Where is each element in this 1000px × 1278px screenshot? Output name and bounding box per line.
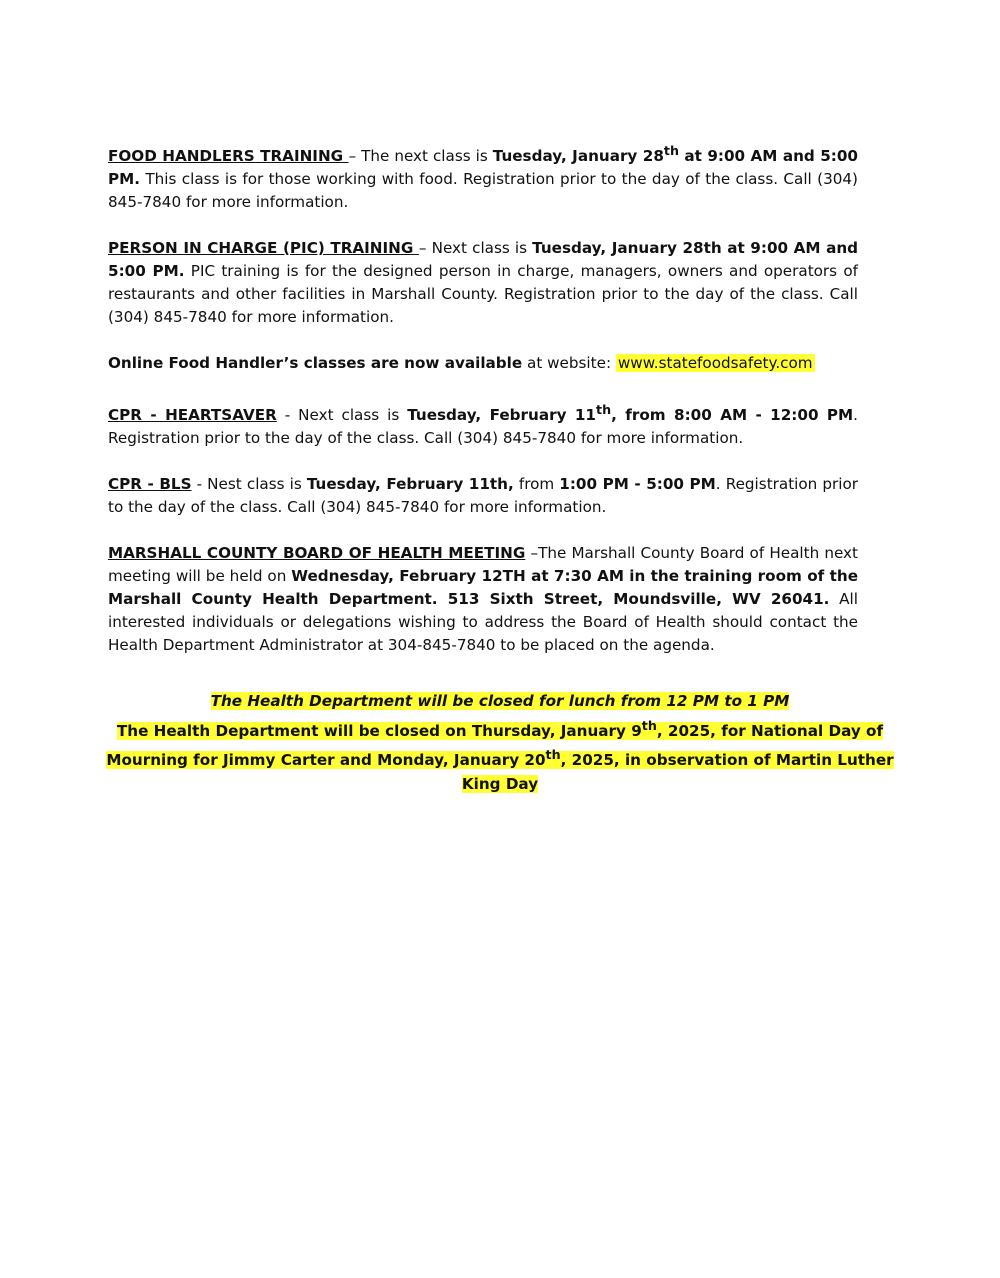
online-mid: at website: (522, 354, 616, 373)
closure-text-1 (116, 717, 884, 740)
cpr-bls-dash: - Nest class is (191, 475, 307, 494)
board-dash: –The Marshall County Board of Health next meeting will be held on (108, 544, 858, 586)
food-handlers-heading: FOOD HANDLERS TRAINING (108, 147, 349, 166)
food-handlers-section (108, 139, 858, 214)
closure-text-3: King Day (461, 774, 539, 793)
food-handlers-dash: – The next class is (348, 147, 493, 166)
closure-text-2b: , 2025, in observation of Martin Luther (560, 751, 894, 770)
closure-line-1 (100, 714, 900, 744)
cpr-heartsaver-date-text: Tuesday, February 11 (407, 406, 597, 425)
cpr-heartsaver-date (407, 402, 854, 425)
closure-text-1a: The Health Department will be closed on Thursday, January 9 (116, 721, 642, 740)
online-section (108, 352, 858, 375)
pic-section (108, 237, 858, 329)
statefoodsafety-link[interactable]: www.statefoodsafety.com (617, 354, 813, 373)
food-handlers-date-sup: th (663, 143, 679, 158)
cpr-heartsaver-dash: - Next class is (276, 406, 408, 425)
food-handlers-date-text: Tuesday, January 28 (492, 147, 664, 166)
food-handlers-details: This class is for those working with food. Registration prior to the day of the class. Call (304) 845-7840 for more information. (108, 170, 858, 212)
closure-sup-2: th (545, 747, 561, 763)
cpr-bls-heading: CPR - BLS (108, 475, 192, 494)
cpr-bls-details: . Registration prior to the day of the class. Call (304) 845-7840 for more information. (108, 475, 859, 517)
board-section (108, 542, 858, 657)
board-date-location: Wednesday, February 12TH at 7:30 AM in the training room of the Marshall County Health Department. 513 Sixth Street, Moundsville, WV 26041. (108, 567, 858, 609)
board-details: All interested individuals or delegations wishing to address the Board of Health should contact the Health Department Administrator at 304-845-7840 to be placed on the agenda. (108, 590, 858, 655)
pic-dash: – Next class is (418, 239, 533, 258)
document-body (108, 139, 858, 680)
closure-text-2a: Mourning for Jimmy Carter and Monday, January 20 (106, 751, 546, 770)
cpr-heartsaver-heading: CPR - HEARTSAVER (108, 406, 277, 425)
cpr-heartsaver-details: . Registration prior to the day of the class. Call (304) 845-7840 for more information. (108, 406, 858, 448)
closure-line-2 (100, 743, 900, 773)
online-lead: Online Food Handler’s classes are now available (108, 354, 523, 373)
closure-line-3 (100, 773, 900, 797)
closure-notice (100, 690, 900, 796)
cpr-heartsaver-date-sup: th (596, 402, 612, 418)
cpr-bls-time: 1:00 PM - 5:00 PM (559, 475, 716, 494)
food-handlers-time-text: at 9:00 AM and 5:00 PM. (108, 147, 858, 189)
cpr-bls-date: Tuesday, February 11th, (306, 475, 514, 494)
closure-text-1b: , 2025, for National Day of (656, 721, 884, 740)
closure-text-2 (106, 747, 894, 770)
cpr-bls-mid: from (513, 475, 560, 494)
cpr-heartsaver-section (108, 398, 858, 450)
pic-heading: PERSON IN CHARGE (PIC) TRAINING (108, 239, 419, 258)
closure-sup-1: th (641, 717, 657, 733)
cpr-heartsaver-time-text: , from 8:00 AM - 12:00 PM (611, 406, 854, 425)
board-heading: MARSHALL COUNTY BOARD OF HEALTH MEETING (108, 544, 526, 563)
pic-details: PIC training is for the designed person in charge, managers, owners and operators of restaurants and other facilities in Marshall County. Registration prior to the day of the class. Call (304) 845-7840 for more information. (108, 262, 859, 327)
cpr-bls-section (108, 473, 858, 519)
lunch-notice: The Health Department will be closed for lunch from 12 PM to 1 PM (210, 692, 790, 710)
pic-date: Tuesday, January 28th at 9:00 AM and 5:00 PM. (108, 239, 859, 281)
lunch-notice-line (100, 690, 900, 714)
